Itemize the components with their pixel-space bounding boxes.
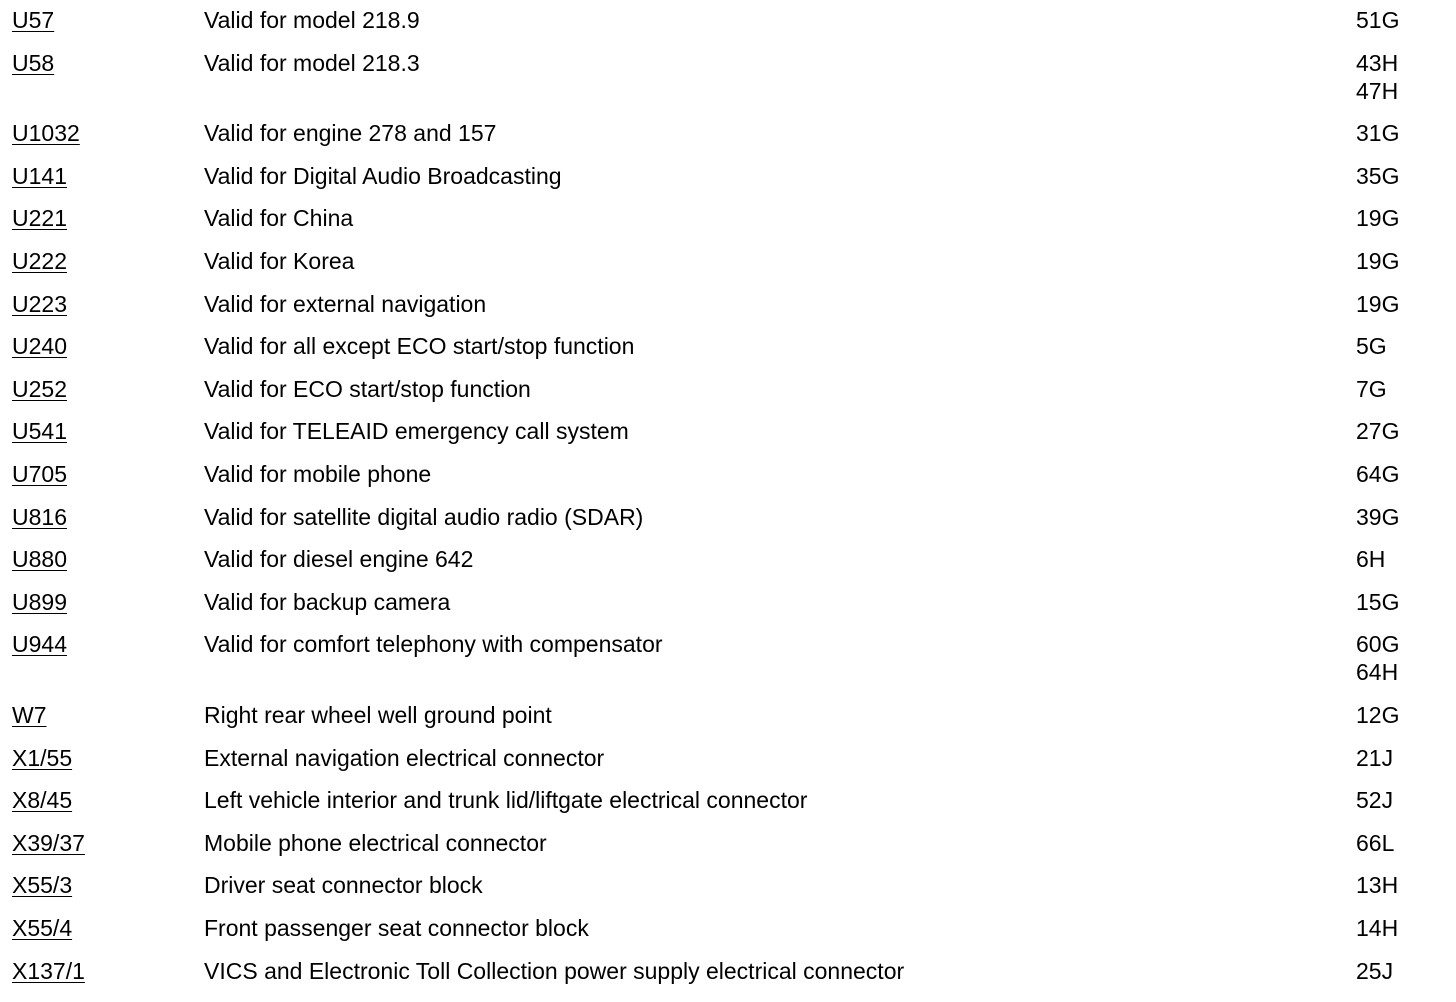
component-description: External navigation electrical connector [204,744,605,771]
component-description: Valid for TELEAID emergency call system [204,418,629,445]
component-code-link[interactable]: U223 [12,290,67,317]
grid-location-list [1356,417,1399,445]
component-description: Valid for China [204,205,354,232]
grid-location: 64H [1356,659,1399,686]
grid-location: 13H [1356,872,1399,899]
component-description: Valid for satellite digital audio radio (SDAR) [204,503,644,530]
grid-location: 43H [1356,49,1399,76]
grid-location-list [1356,786,1393,814]
grid-location: 19G [1356,290,1400,317]
grid-location: 15G [1356,588,1400,615]
component-code-link[interactable]: W7 [12,702,47,728]
component-code-link[interactable]: U880 [12,546,67,573]
grid-location-list [1356,49,1398,105]
grid-location: 51G [1356,7,1400,33]
grid-location-list [1356,332,1387,360]
component-code-link[interactable]: U252 [12,375,67,402]
grid-location-list [1356,630,1399,686]
component-code-link[interactable]: U944 [12,631,67,658]
component-description: Valid for diesel engine 642 [204,546,474,573]
grid-location-list [1356,460,1399,488]
component-code-link[interactable]: X8/45 [12,787,73,814]
grid-location: 27G [1356,418,1400,445]
component-description: Valid for comfort telephony with compensator [204,631,663,658]
component-code-link[interactable]: X55/3 [12,872,73,899]
component-description: Valid for Digital Audio Broadcasting [204,162,562,189]
component-description: Left vehicle interior and trunk lid/liftgate electrical connector [204,787,808,814]
component-code-link[interactable]: U541 [12,418,67,445]
grid-location-list [1356,375,1387,403]
grid-location: 7G [1356,375,1387,402]
grid-location: 47H [1356,77,1399,104]
component-description: Valid for Korea [204,248,355,274]
grid-location: 66L [1356,829,1395,856]
component-code-link[interactable]: U1032 [12,120,80,147]
grid-location: 60G [1356,631,1400,658]
component-code-link[interactable]: X55/4 [12,915,73,941]
grid-location-list [1356,119,1399,147]
component-description: Front passenger seat connector block [204,915,589,941]
component-code-link[interactable]: U240 [12,333,67,360]
component-code-link[interactable]: X39/37 [12,829,85,856]
grid-location-list [1356,162,1399,190]
grid-location-list [1356,588,1399,616]
component-description: Right rear wheel well ground point [204,702,552,728]
grid-location-list [1356,744,1393,772]
component-description: VICS and Electronic Toll Collection power supply electrical connector [204,957,905,984]
component-code-link[interactable]: U705 [12,461,67,487]
grid-location-list [1356,6,1399,34]
grid-location-list [1356,503,1399,531]
component-description: Driver seat connector block [204,872,483,899]
grid-location-list [1356,204,1399,232]
component-code-link[interactable]: X137/1 [12,957,85,984]
component-description: Valid for all except ECO start/stop function [204,333,635,360]
component-description: Mobile phone electrical connector [204,829,547,856]
component-code-link[interactable]: X1/55 [12,744,73,771]
component-code-link[interactable]: U58 [12,49,55,76]
grid-location: 5G [1356,333,1387,360]
component-code-link[interactable]: U816 [12,503,67,530]
grid-location: 25J [1356,957,1394,984]
grid-location: 6H [1356,546,1386,573]
component-description: Valid for model 218.3 [204,49,420,76]
grid-location: 35G [1356,162,1400,189]
grid-location: 21J [1356,744,1394,771]
component-code-link[interactable]: U899 [12,588,67,615]
grid-location: 19G [1356,248,1400,274]
component-description: Valid for mobile phone [204,461,432,487]
grid-location-list [1356,701,1399,729]
grid-location: 12G [1356,702,1400,728]
component-description: Valid for external navigation [204,290,487,317]
grid-location-list [1356,957,1393,985]
grid-location: 52J [1356,787,1394,814]
grid-location-list [1356,290,1399,318]
grid-location-list [1356,545,1385,573]
grid-location: 64G [1356,461,1400,487]
component-description: Valid for ECO start/stop function [204,375,531,402]
grid-location: 19G [1356,205,1400,232]
grid-location-list [1356,247,1399,275]
grid-location-list [1356,829,1394,857]
component-description: Valid for backup camera [204,588,451,615]
component-code-link[interactable]: U57 [12,7,55,33]
grid-location: 31G [1356,120,1400,147]
grid-location: 14H [1356,915,1399,941]
component-description: Valid for engine 278 and 157 [204,120,497,147]
grid-location-list [1356,871,1398,899]
component-code-link[interactable]: U141 [12,162,67,189]
grid-location: 39G [1356,503,1400,530]
component-description: Valid for model 218.9 [204,7,420,33]
component-code-link[interactable]: U221 [12,205,67,232]
component-code-link[interactable]: U222 [12,248,67,274]
grid-location-list [1356,914,1398,942]
